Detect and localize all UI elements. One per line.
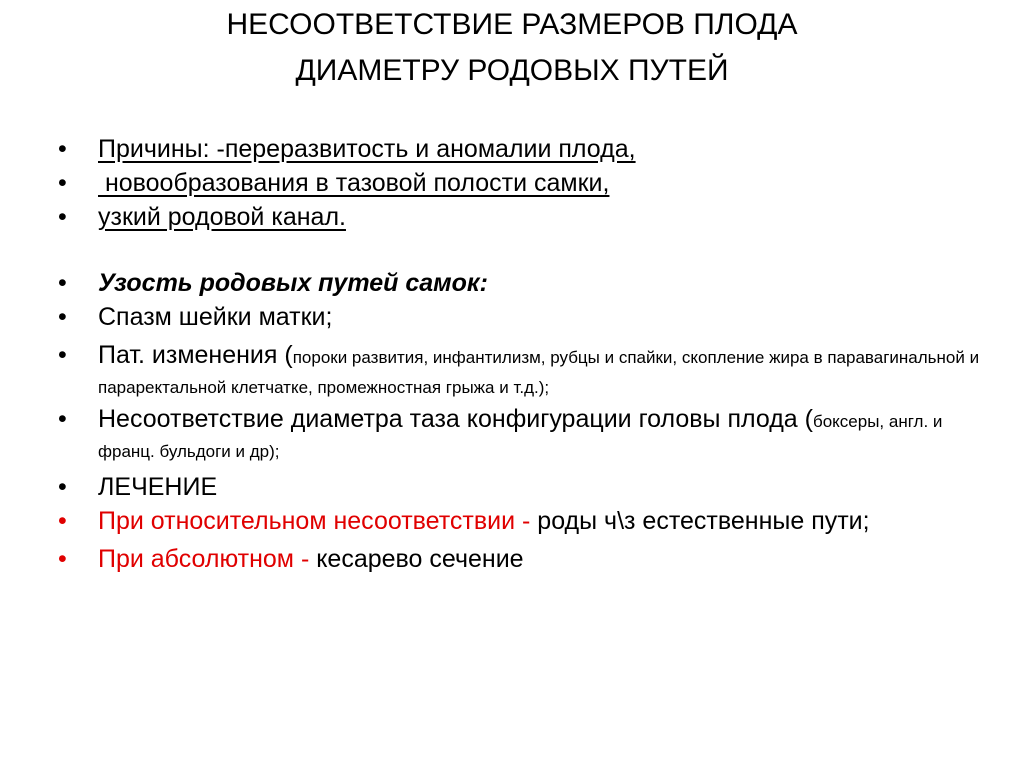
- bullet-list: [58, 134, 988, 574]
- narrowness-heading: Узость родовых путей самок:: [98, 269, 488, 297]
- title-line-2: ДИАМЕТРУ РОДОВЫХ ПУТЕЙ: [295, 54, 729, 87]
- relative-label: При относительном несоответствии -: [98, 507, 538, 535]
- bullet-icon: •: [58, 507, 67, 535]
- bullet-icon: •: [58, 405, 67, 433]
- relative-text: роды ч\з естественные пути;: [537, 507, 870, 535]
- list-item-mismatch: [58, 404, 988, 464]
- bullet-icon: •: [58, 203, 67, 231]
- bullet-icon: •: [58, 473, 67, 501]
- title-line-1: НЕСООТВЕТСТВИЕ РАЗМЕРОВ ПЛОДА: [226, 8, 798, 41]
- list-item-pathology: [58, 340, 988, 400]
- bullet-icon: •: [58, 135, 67, 163]
- pathology-text: Пат. изменения (: [98, 341, 293, 369]
- slide-title: [0, 2, 1024, 94]
- list-item-cause-1: [58, 134, 988, 164]
- treatment-heading: ЛЕЧЕНИЕ: [98, 473, 218, 501]
- list-item-treatment-heading: [58, 472, 988, 502]
- spasm-text: Спазм шейки матки;: [98, 303, 333, 331]
- bullet-icon: •: [58, 269, 67, 297]
- bullet-icon: •: [58, 169, 67, 197]
- pathology-detail: пороки развития, инфантилизм, рубцы и спайки, скопление жира в паравагинальной и параректальной клетчатке, промежностная грыжа и т.д.);: [98, 348, 980, 397]
- absolute-text: кесарево сечение: [316, 545, 524, 573]
- list-item-absolute: [58, 544, 988, 574]
- list-item-narrowness-heading: [58, 268, 988, 298]
- bullet-icon: •: [58, 303, 67, 331]
- list-item-cause-3: [58, 202, 988, 232]
- mismatch-text: Несоответствие диаметра таза конфигурации головы плода (: [98, 405, 813, 433]
- absolute-label: При абсолютном -: [98, 545, 317, 573]
- spacer: [58, 232, 988, 268]
- list-item-spasm: [58, 302, 988, 332]
- list-item-relative: [58, 506, 988, 536]
- bullet-icon: •: [58, 341, 67, 369]
- mismatch-detail: боксеры, англ. и франц. бульдоги и др);: [98, 412, 943, 461]
- cause-text: новообразования в тазовой полости самки,: [98, 169, 610, 197]
- cause-text: узкий родовой канал.: [98, 203, 346, 231]
- cause-text: Причины: -переразвитость и аномалии плода,: [98, 135, 636, 163]
- bullet-icon: •: [58, 545, 67, 573]
- list-item-cause-2: [58, 168, 988, 198]
